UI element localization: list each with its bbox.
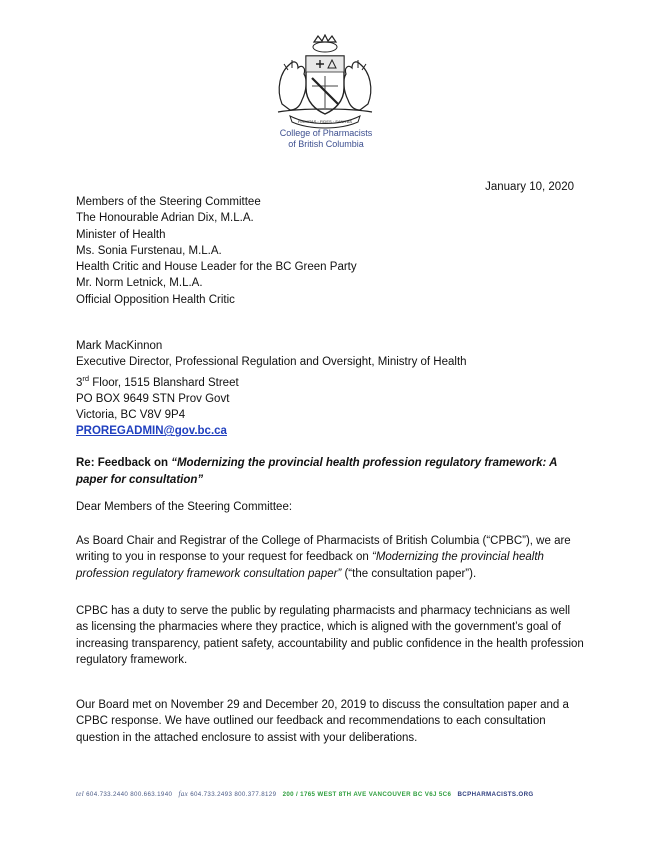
body-paragraph-3: Our Board met on November 29 and December 20, 2019 to discuss the consultation paper and a CPBC response. We have outlined our feedback and recommendations to each consultation question in the attached enclosure to assist with your deliberations.: [76, 699, 569, 744]
website-link[interactable]: BCPHARMACISTS.ORG: [457, 791, 534, 798]
recipient-line: The Honourable Adrian Dix, M.L.A.: [76, 212, 254, 225]
organization-name: [236, 128, 416, 150]
org-line-2: of British Columbia: [288, 139, 364, 149]
street-text: Floor, 1515 Blanshard Street: [89, 376, 239, 389]
address-name: Mark MacKinnon: [76, 340, 163, 352]
letter-date: January 10, 2020: [485, 181, 574, 193]
paper-title: “Modernizing the provincial health profession regulatory framework consultation paper”: [76, 551, 544, 580]
subject-line: [76, 455, 581, 488]
recipients-block: [76, 194, 357, 308]
email-link[interactable]: PROREGADMIN@gov.bc.ca: [76, 425, 227, 438]
recipient-line: Health Critic and House Leader for the BC Green Party: [76, 261, 357, 274]
subject-title: “Modernizing the provincial health profession regulatory framework: A paper for consultation”: [76, 457, 557, 486]
address-city: Victoria, BC V8V 9P4: [76, 409, 186, 422]
recipient-line: Mr. Norm Letnick, M.L.A.: [76, 277, 203, 290]
floor-superscript: rd: [82, 373, 90, 383]
recipient-line: Members of the Steering Committee: [76, 196, 261, 208]
fax-label: fax: [178, 790, 189, 798]
recipient-line: Ms. Sonia Furstenau, M.L.A.: [76, 244, 222, 257]
letter-footer: [76, 790, 576, 798]
org-line-1: College of Pharmacists: [279, 128, 373, 138]
tel-label: tel: [76, 790, 85, 798]
address-block: [76, 338, 467, 440]
subject-prefix: Re: Feedback on: [76, 457, 172, 469]
address-po-box: PO BOX 9649 STN Prov Govt: [76, 392, 230, 405]
recipient-line: Official Opposition Health Critic: [76, 293, 235, 306]
address-street: [76, 371, 467, 391]
crest-icon: [262, 34, 388, 130]
body-paragraph-2: CPBC has a duty to serve the public by regulating pharmacists and pharmacy technicians as well as licensing the pharmacies where they practice, which is aligned with the government’s goal of increasing transparency, patient safety, accountability and public confidence in the health profession regulatory framework.: [76, 605, 584, 667]
paragraph-text: As Board Chair and Registrar of the College of Pharmacists of British Columbia (“CPBC”), we are writing to you in response to your request for feedback on: [76, 535, 571, 564]
floor-number: 3: [76, 376, 83, 389]
footer-address: 200 / 1765 WEST 8TH AVE VANCOUVER BC V6J 5C6: [282, 791, 452, 798]
fax-numbers: 604.733.2493 800.377.8129: [190, 791, 277, 798]
crest-motto: FIRMITAS · FIDES · SANITAS: [297, 119, 353, 124]
tel-numbers: 604.733.2440 800.663.1940: [86, 791, 173, 798]
address-title: Executive Director, Professional Regulation and Oversight, Ministry of Health: [76, 356, 467, 369]
salutation: Dear Members of the Steering Committee:: [76, 501, 293, 513]
body-paragraph-1: [76, 533, 584, 582]
recipient-line: Minister of Health: [76, 228, 166, 241]
paragraph-text: (“the consultation paper”).: [341, 567, 477, 580]
